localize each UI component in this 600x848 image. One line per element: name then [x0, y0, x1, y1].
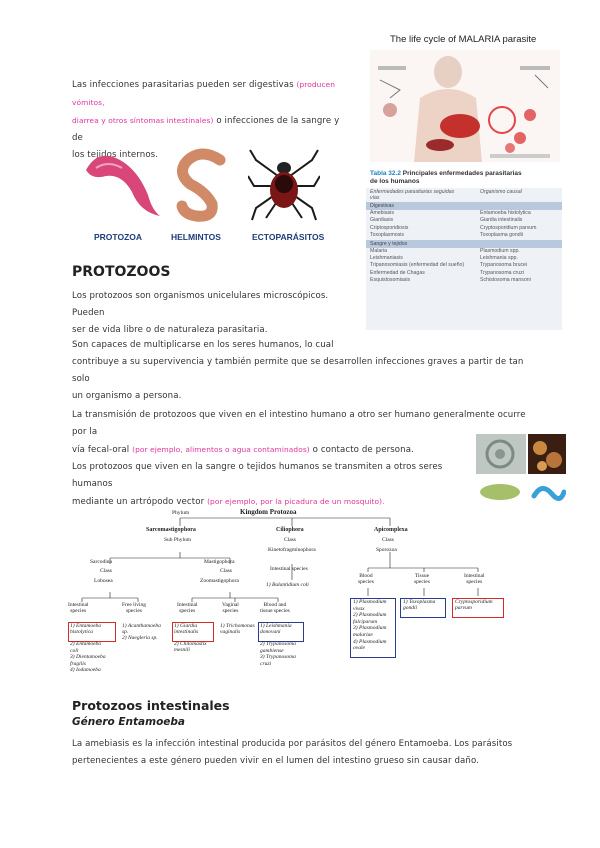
malaria-lifecycle-figure	[370, 50, 560, 162]
tree-vaginal-species: Vaginal species	[222, 602, 239, 614]
table-row	[366, 255, 562, 262]
organism-cell: Trypanosoma brucei	[480, 262, 528, 269]
paragraph-line: Los protozoos que viven en la sangre o tejidos humanos se transmiten a otros seres humanos	[72, 462, 443, 489]
tree-zoomastigophora: Zoomastigophora	[200, 578, 239, 584]
tree-plasmodium: 1) Plasmodium vivax 2) Plasmodium falciparum 3) Plasmodium malariae 4) Plasmodium ovale	[353, 599, 387, 652]
intro-pink-note: (producen vómitos,	[72, 80, 336, 107]
table-title: de los humanos	[370, 178, 420, 185]
tree-apicomplexa: Apicomplexa	[374, 527, 408, 533]
table-title: Principales enfermedades parasitarias	[402, 170, 522, 177]
paragraph-line: un organismo a persona.	[72, 391, 182, 401]
paragraph-line: Son capaces de multiplicarse en los seres humanos, lo cual	[72, 340, 334, 350]
table-row	[366, 232, 562, 239]
tree-class: Class	[382, 537, 394, 543]
tree-balantidium: 1) Balantidium coli	[266, 582, 309, 588]
table-section: Sangre y tejidos	[366, 240, 562, 248]
disease-cell: Leishmaniasis	[370, 255, 403, 262]
tree-leishmania: 1) Leishmania donovani	[260, 623, 292, 635]
tree-blood-species: Blood species	[358, 573, 374, 585]
organism-cell: Entamoeba histolytica	[480, 210, 531, 216]
disease-cell: Esquistosomiasis	[370, 277, 411, 284]
disease-cell: Criptosporidiosis	[370, 224, 409, 231]
intro-text: Las infecciones parasitarias pueden ser digestivas	[72, 80, 294, 90]
paragraph-line: vía fecal-oral	[72, 445, 130, 455]
paragraph-line: ser de vida libre o de naturaleza parasitaria.	[72, 325, 268, 335]
tree-kinetofragminophora: Kinetofragminophora	[268, 547, 316, 553]
protozoa-illustration	[78, 140, 168, 220]
protozoos-paragraph-3	[72, 407, 542, 459]
table-col2: Organismo causal	[480, 189, 522, 195]
tree-phylum: Phylum	[172, 510, 190, 516]
tree-class: Class	[220, 568, 232, 574]
entamoeba-subheading: Género Entamoeba	[72, 716, 186, 728]
helminth-illustration	[172, 146, 232, 224]
tree-free-living-species: 1) Acanthamoeba sp. 2) Naegleria sp.	[122, 623, 161, 641]
tree-sarcomastigophora: Sarcomastigophora	[146, 527, 196, 533]
parasitic-diseases-table	[366, 168, 562, 330]
protozoos-paragraph-2	[72, 337, 542, 405]
organism-cell: Cryptosporidium parvum	[480, 224, 537, 231]
table-col1: Enfermedades parasitarias seguidas vías	[370, 189, 455, 201]
disease-cell: Toxoplasmosis	[370, 232, 405, 239]
tree-chilomastix: 2) Chilomastix mesnili	[174, 641, 207, 653]
table-row	[366, 225, 562, 232]
organism-cell: Schistosoma mansoni	[480, 277, 531, 284]
tree-blood-tissue: Blood and tissue species	[260, 602, 290, 614]
tree-giardia: 1) Giardia intestinalis	[174, 623, 199, 635]
paragraph-line: La transmisión de protozoos que viven en el intestino humano a otro ser humano generalmente ocurre por la	[72, 410, 526, 437]
intro-text: o infecciones de la sangre y de	[72, 116, 340, 143]
tree-trypanosoma: 2) Trypanosoma gambiense 3) Trypanosoma cruzi	[260, 641, 296, 667]
table-row	[366, 262, 562, 269]
paragraph-line: pertenecientes a este género pueden vivir en el lumen del intestino grueso sin causar daño.	[72, 756, 480, 766]
protozoa-classification-tree	[60, 502, 530, 692]
table-row	[366, 270, 562, 277]
table-row	[366, 248, 562, 255]
protozoa-micrographs	[476, 434, 566, 510]
organism-cell: Leishmania spp.	[480, 255, 518, 262]
intestinales-paragraph	[72, 736, 542, 770]
tree-cryptosporidium: Cryptosporidium parvum	[455, 599, 493, 611]
disease-cell: Giardiasis	[370, 217, 394, 224]
disease-cell: Amebiasis	[370, 210, 394, 216]
organism-cell: Toxoplasma gondii	[480, 232, 523, 239]
disease-cell: Malaria	[370, 247, 388, 254]
table-header	[366, 168, 562, 188]
tree-tissue-species: Tissue species	[414, 573, 430, 585]
paragraph-line: Los protozoos son organismos unicelulares microscópicos. Pueden	[72, 291, 329, 318]
paragraph-line: La amebiasis es la infección intestinal producida por parásitos del género Entamoeba. Los parásitos	[72, 739, 513, 749]
intestinales-heading: Protozoos intestinales	[72, 698, 230, 713]
pink-note: (por ejemplo, por la picadura de un mosquito).	[207, 497, 385, 506]
tree-lobosea: Lobosea	[94, 578, 113, 584]
tree-intestinal-species: Intestinal species	[270, 566, 308, 572]
tree-other-amoebae: 2) Entamoeba coli 3) Dientamoeba fragilis 4) Iodamoeba	[70, 641, 106, 673]
tree-kingdom: Kingdom Protozoa	[240, 508, 297, 516]
intro-text: los tejidos internos.	[72, 150, 159, 160]
disease-cell: Enfermedad de Chagas	[370, 269, 425, 276]
tree-sporozoa: Sporozoa	[376, 547, 397, 553]
table-column-headers	[366, 188, 562, 202]
helmintos-label: HELMINTOS	[171, 232, 221, 242]
table-number: Tabla 32.2	[370, 170, 401, 177]
paragraph-line: mediante un artrópodo vector	[72, 497, 205, 507]
tree-intestinal-species: Intestinal species	[177, 602, 198, 614]
table-row	[366, 210, 562, 217]
tree-free-living: Free living species	[122, 602, 146, 614]
tree-subphylum: Sub Phylum	[164, 537, 192, 543]
ectoparasitos-label: ECTOPARÁSITOS	[252, 232, 325, 242]
tree-intestinal-species: Intestinal species	[464, 573, 485, 585]
intro-pink-note: diarrea y otros síntomas intestinales)	[72, 116, 214, 125]
protozoa-label: PROTOZOA	[94, 232, 143, 242]
tree-trichomonas: 1) Trichomonas vaginalis	[220, 623, 255, 635]
protozoos-heading: PROTOZOOS	[72, 264, 171, 280]
tree-toxoplasma: 1) Toxoplasma gondii	[403, 599, 436, 611]
tree-ciliophora: Ciliophora	[276, 527, 304, 533]
tree-class: Class	[284, 537, 296, 543]
tree-entamoeba-histolytica: 1) Entamoeba histolytica	[70, 623, 102, 635]
table-row	[366, 277, 562, 284]
paragraph-line: o contacto de persona.	[312, 445, 414, 455]
tree-mastigophora: Mastigophora	[204, 559, 235, 565]
organism-cell: Trypanosoma cruzi	[480, 269, 524, 276]
malaria-figure-title: The life cycle of MALARIA parasite	[390, 34, 537, 45]
tree-intestinal-species: Intestinal species	[68, 602, 89, 614]
pink-note: (por ejemplo, alimentos o agua contaminados)	[132, 445, 310, 454]
protozoos-paragraph-1	[72, 288, 362, 339]
organism-cell: Plasmodium spp.	[480, 247, 520, 254]
table-row	[366, 217, 562, 224]
paragraph-line: contribuye a su supervivencia y también permite que se desarrollen infecciones graves a partir de tan solo	[72, 357, 524, 384]
ectoparasite-illustration	[248, 146, 320, 224]
organism-cell: Giardia intestinalis	[480, 217, 523, 224]
disease-cell: Tripanosomiasis (enfermedad del sueño)	[370, 262, 465, 269]
table-section: Digestivas	[366, 202, 562, 210]
tree-sarcodina: Sarcodina	[90, 559, 112, 565]
tree-class: Class	[100, 568, 112, 574]
